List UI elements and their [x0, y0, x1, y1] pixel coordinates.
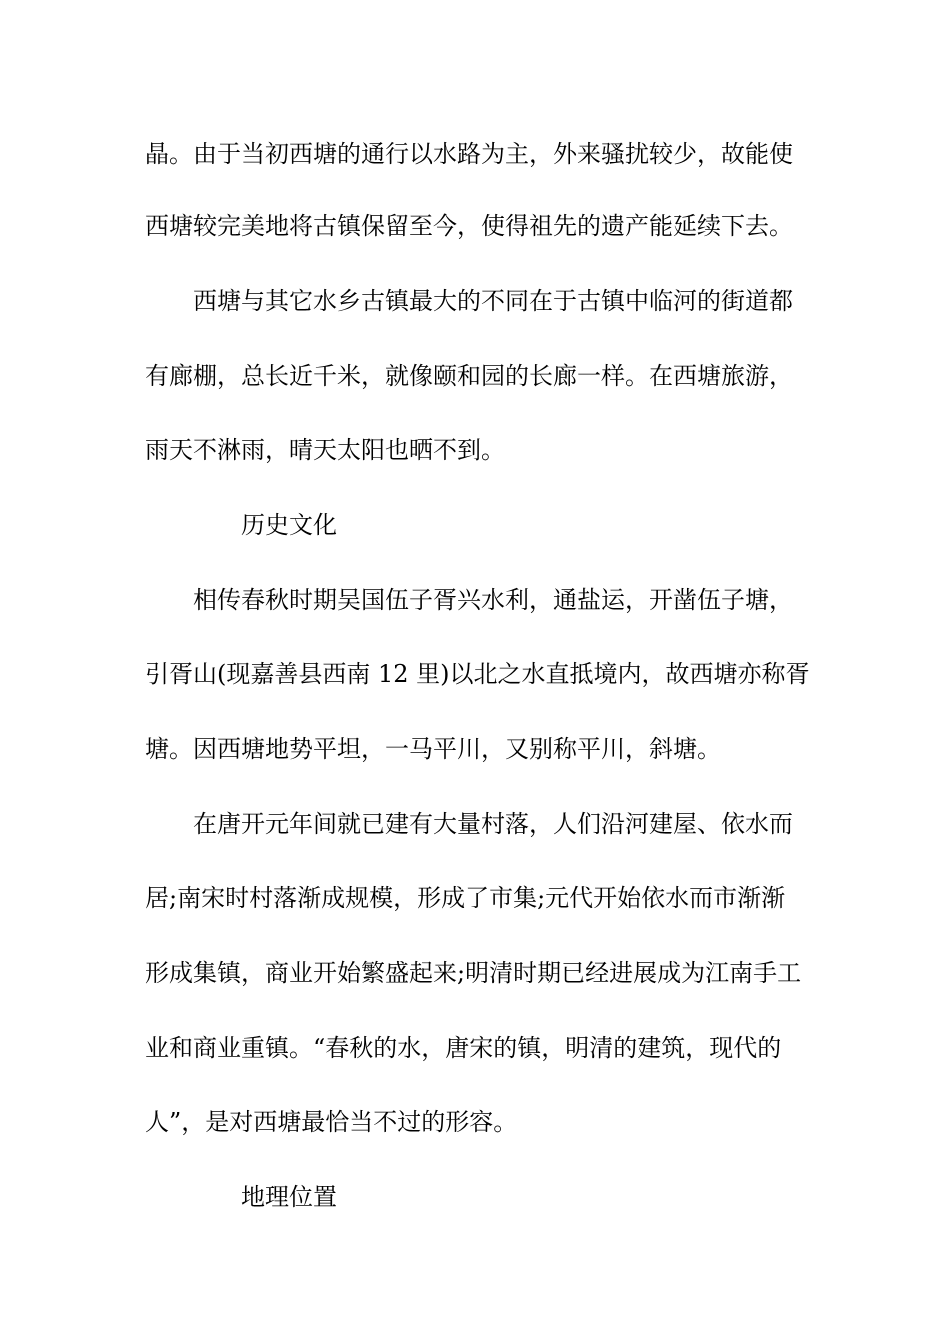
paragraph-line: 有廊棚，总长近千米，就像颐和园的长廊一样。在西塘旅游，: [145, 362, 793, 390]
section-heading-geography: 地理位置: [241, 1183, 337, 1211]
paragraph-line: 晶。由于当初西塘的通行以水路为主，外来骚扰较少，故能使: [145, 140, 793, 168]
paragraph-line: 业和商业重镇。“春秋的水，唐宋的镇，明清的建筑，现代的: [145, 1034, 782, 1062]
paragraph-line: 西塘较完美地将古镇保留至今，使得祖先的遗产能延续下去。: [145, 212, 793, 240]
paragraph-line: 居;南宋时村落渐成规模，形成了市集;元代开始依水而市渐渐: [145, 884, 786, 912]
paragraph-line: 西塘与其它水乡古镇最大的不同在于古镇中临河的街道都: [193, 287, 793, 315]
section-heading-history: 历史文化: [241, 511, 337, 539]
paragraph-line: 引胥山(现嘉善县西南 12 里)以北之水直抵境内，故西塘亦称胥: [145, 660, 810, 688]
paragraph-line: 相传春秋时期吴国伍子胥兴水利，通盐运，开凿伍子塘，: [193, 586, 793, 614]
paragraph-line: 在唐开元年间就已建有大量村落，人们沿河建屋、依水而: [193, 810, 793, 838]
paragraph-line: 形成集镇，商业开始繁盛起来;明清时期已经进展成为江南手工: [145, 959, 802, 987]
paragraph-line: 人”，是对西塘最恰当不过的形容。: [145, 1108, 518, 1136]
paragraph-line: 塘。因西塘地势平坦，一马平川，又别称平川，斜塘。: [145, 735, 721, 763]
paragraph-line: 雨天不淋雨，晴天太阳也晒不到。: [145, 436, 505, 464]
